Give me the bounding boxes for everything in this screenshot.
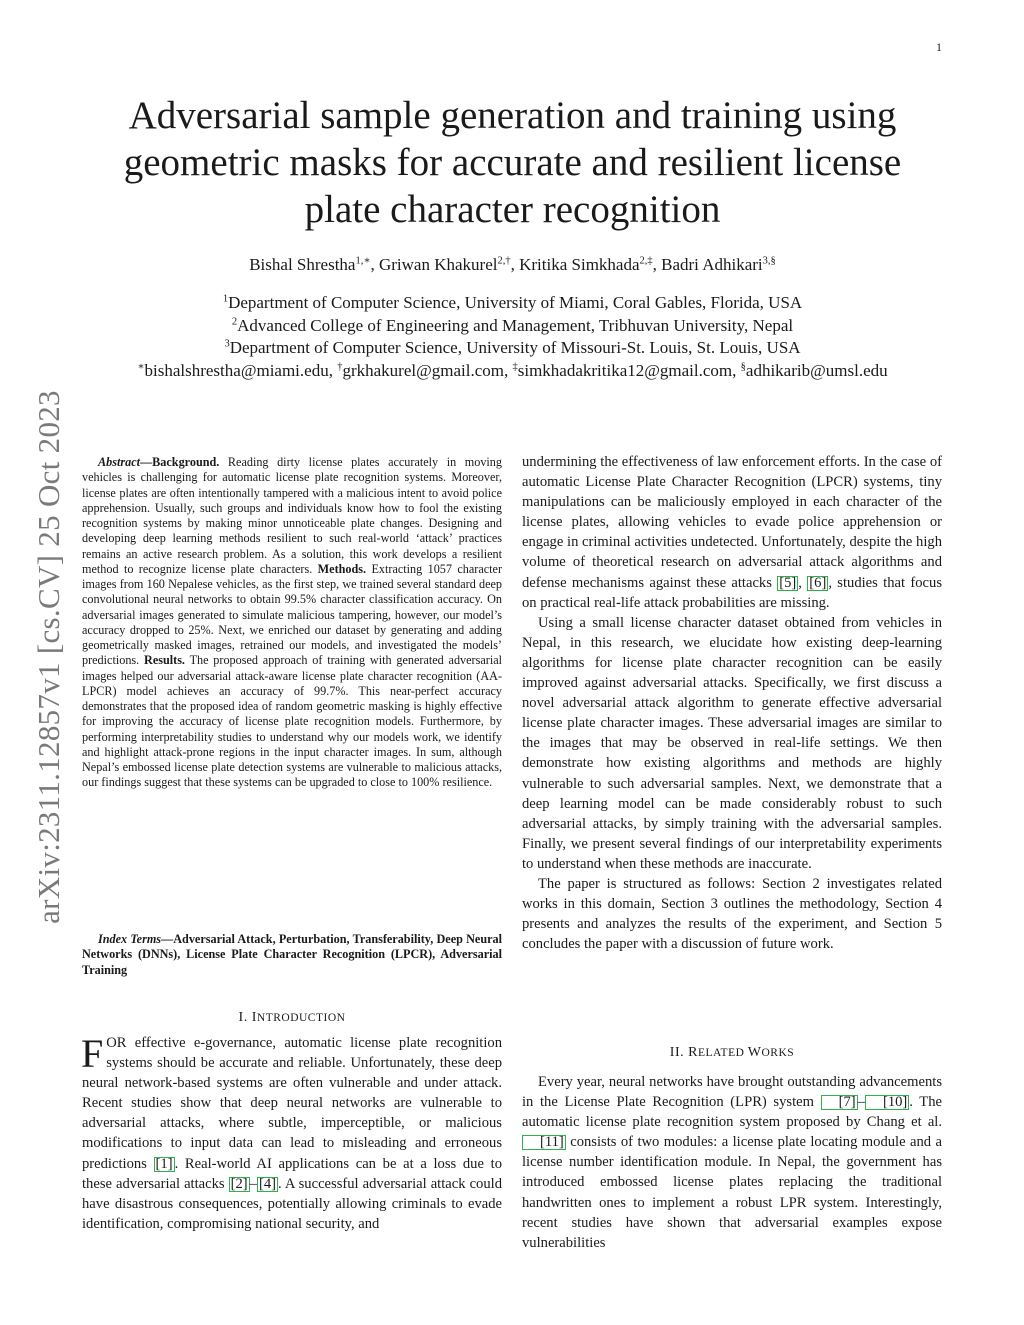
heading-smallcaps: ELATED — [697, 1047, 748, 1059]
author-mark: 2,† — [497, 255, 511, 267]
paper-title — [95, 92, 930, 233]
heading-initial: W — [747, 1045, 762, 1060]
email-mark: ∗ — [137, 360, 145, 372]
email-mark: ‡ — [512, 360, 518, 372]
section-heading-introduction — [82, 1010, 502, 1026]
author-name: Kritika Simkhada — [519, 255, 640, 274]
right-text-a: undermining the effectiveness of law enforcement efforts. In the case of automatic License Plate Character Recognition (LPCR) systems, tiny manipulations can be maliciously employed in each character of the license plates, allowing vehicles to evade police apprehension or engage in criminal activities undetected. Unfortunately, despite the high volume of theoretical research on adversarial attack algorithms and defense mechanisms against these attacks — [522, 454, 942, 591]
page-number: 1 — [936, 40, 942, 54]
author-mark: 2,‡ — [639, 255, 653, 267]
citation-link[interactable]: [4] — [258, 1175, 276, 1192]
right-column-body — [522, 452, 942, 954]
citation-range-dash: – — [249, 1175, 257, 1192]
paragraph: The paper is structured as follows: Section 2 investigates related works in this domain, Section 3 outlines the methodology, Section 4 presents and analyzes the results of the experiment, and Section 5 concludes the paper with a discussion of future work. — [522, 875, 942, 953]
title-line: plate character recognition — [304, 188, 721, 231]
citation-link[interactable]: [10] — [865, 1095, 909, 1110]
affiliation-line — [80, 292, 945, 315]
heading-initial: R — [688, 1045, 698, 1060]
section-number: I. — [238, 1010, 252, 1025]
author-name: Bishal Shrestha — [249, 255, 356, 274]
affiliation-mark: 1 — [222, 293, 229, 305]
citation-link[interactable]: [6] — [809, 574, 827, 591]
background-label: Background. — [152, 455, 220, 469]
citation-link[interactable]: [2] — [230, 1175, 248, 1192]
methods-label: Methods. — [317, 561, 367, 576]
heading-smallcaps: NTRODUCTION — [256, 1012, 346, 1024]
email-mark: † — [337, 360, 343, 372]
related-text-c: consists of two modules: a license plate locating module and a license number identification module. In Nepal, the government has introduced embossed license plates replacing the traditional handwritten ones to implement a robust LPR system. Interestingly, recent studies have shown that adversarial examples expose vulnerabilities — [522, 1134, 942, 1251]
affiliation-mark: 3 — [224, 338, 230, 350]
affiliation-text: Department of Computer Science, University of Miami, Coral Gables, Florida, USA — [228, 293, 803, 312]
affiliation-mark: 2 — [231, 315, 238, 327]
affiliation-line — [80, 315, 945, 338]
citation-link[interactable]: [7] — [821, 1095, 858, 1110]
author-mark: 3,§ — [762, 255, 776, 267]
paragraph: Using a small license character dataset obtained from vehicles in Nepal, in this research, we elucidate how existing deep-learning algorithms for license plate character recognition can be easily improved against adversarial attacks. Specifically, we first discuss a novel adversarial attack algorithm to generate effective adversarial license plate character images. These adversarial images are similar to the images that may be observed in real-life settings. We then demonstrate how existing algorithms and methods are highly vulnerable to such adversarial samples. Next, we demonstrate that a deep learning model can be made considerably robust to such adversarial attacks, by simply training with the adversarial samples. Finally, we present several findings of our interpretability experiments to understand when these methods are inaccurate. — [522, 614, 942, 872]
related-text-b: . The automatic license plate recognition system proposed by Chang et al. — [522, 1094, 942, 1131]
author-name: Griwan Khakurel — [378, 255, 498, 274]
section-heading-related-works — [522, 1045, 942, 1061]
abstract — [82, 455, 502, 791]
right-text-b: , studies that focus on practical real-life attack probabilities are missing. — [522, 574, 943, 611]
author-mark: 1,∗ — [355, 255, 371, 267]
email-mark: § — [740, 360, 746, 372]
affiliation-block — [80, 292, 945, 382]
arxiv-identifier-sidebar — [28, 357, 70, 957]
drop-cap-letter: F — [81, 1031, 104, 1076]
results-label: Results. — [144, 653, 185, 668]
citation-separator: , — [798, 574, 808, 591]
intro-text-a: OR effective e-governance, automatic license plate recognition systems should be accurate and reliable. Unfortunately, these deep neural network-based systems are often vulnerable and under attack. Recent studies show that deep neural networks are vulnerable to adversarial attacks, where subtle, imperceptible, or malicious modifications to input data can lead to misleading and erroneous predictions — [82, 1035, 502, 1172]
index-terms-label: Index Terms — [98, 932, 162, 946]
intro-text-c: . A successful adversarial attack could have disastrous consequences, potentially allowing criminals to evade identification, compromising national security, and — [82, 1175, 502, 1232]
abstract-results-text: The proposed approach of training with generated adversarial images helped our adversarial attack-aware license plate character recognition (AA-LPCR) model achieves an accuracy of 99.7%. This near-perfect accuracy demonstrates that the proposed idea of random geometric masking is highly effective for improving the accuracy of license plate recognition models. Furthermore, by performing interpretability studies to understand why our models work, we identify and highlight attack-prone regions in the input character images. In sum, although Nepal’s embossed license plate detection systems are vulnerable to malicious attacks, our findings suggest that these systems can be upgraded to close to 100% resilience. — [82, 653, 503, 790]
email-address: bishalshrestha@miami.edu, — [144, 360, 333, 380]
affiliation-text: Advanced College of Engineering and Management, Tribhuvan University, Nepal — [237, 315, 794, 335]
email-address: grkhakurel@gmail.com, — [342, 360, 509, 380]
email-address: simkhadakritika12@gmail.com, — [517, 360, 737, 380]
author-list: Bishal Shrestha$^{1,∗}$, Griwan Khakurel$^{2,\dagger}$, Kritika Simkhada$^{2,\ddagger}$, Badri Adhikari$^{3,\S}$ — [249, 255, 776, 274]
heading-smallcaps: ORKS — [761, 1047, 795, 1059]
intro-text-b: . Real-world AI applications can be at a loss due to these adversarial attacks — [82, 1155, 502, 1192]
affiliation-text: Department of Computer Science, University of Missouri-St. Louis, St. Louis, USA — [229, 338, 801, 357]
affiliation-line — [80, 337, 945, 360]
arxiv-identifier-text: arXiv:2311.12857v1 [cs.CV] 25 Oct 2023 — [31, 390, 66, 924]
abstract-label: Abstract — [98, 455, 140, 469]
email-address: adhikarib@umsl.edu — [745, 360, 888, 380]
citation-range-dash: – — [857, 1094, 865, 1111]
introduction-body — [82, 1033, 502, 1234]
section-number: II. — [669, 1045, 689, 1060]
abstract-background-text: Reading dirty license plates accurately in moving vehicles is challenging for automatic license plate recognition systems. Moreover, license plates are often intentionally tampered with a malicious intent to avoid police apprehension. Usually, such groups and individuals know how to fool the existing recognition systems by making minor unnoticeable plate changes. Designing and developing deep learning methods resilient to such real-world ‘attack’ practices remains an active research problem. As a solution, this work develops a resilient method to recognize license plate characters. — [82, 455, 502, 576]
title-line: geometric masks for accurate and resilient license — [123, 141, 902, 184]
related-works-body — [522, 1072, 942, 1253]
title-line: Adversarial sample generation and training using — [128, 94, 897, 137]
abstract-methods-text: Extracting 1057 character images from 160 Nepalese vehicles, as the first step, we trained several standard deep convolutional neural networks to obtain 99.5% character classification accuracy. On adversarial images generated to simulate malicious tampering, however, our model’s accuracy dropped to 25%. Next, we enriched our dataset by generating and adding geometrically masked images, retrained our models, and investigated the models’ predictions. — [82, 561, 503, 668]
abstract-dash: — — [139, 455, 153, 469]
index-terms — [82, 932, 502, 978]
citation-link[interactable]: [1] — [155, 1155, 173, 1172]
citation-link[interactable]: [11] — [522, 1135, 566, 1150]
citation-link[interactable]: [5] — [779, 574, 797, 591]
author-name: Badri Adhikari — [661, 255, 763, 274]
related-text-a: Every year, neural networks have brought outstanding advancements in the License Plate Recognition (LPR) system — [522, 1074, 942, 1111]
email-line — [80, 360, 945, 383]
heading-initial: I — [251, 1010, 257, 1025]
index-terms-text: —Adversarial Attack, Perturbation, Transferability, Deep Neural Networks (DNNs), License Plate Character Recognition (LPCR), Adversarial Training — [82, 932, 502, 977]
